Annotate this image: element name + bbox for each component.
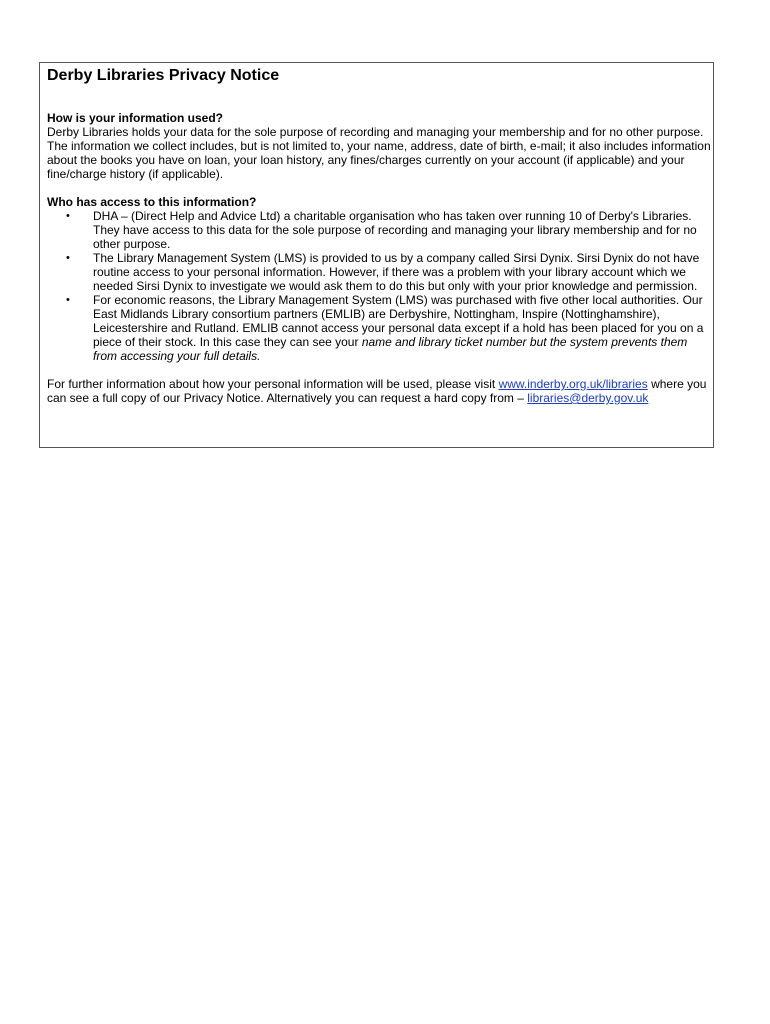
spacer: [47, 363, 713, 377]
list-item: [47, 251, 713, 293]
bullet-text-emlib-italic: name and library ticket number but the system prevents them from accessing your full details.: [93, 335, 688, 363]
footer-paragraph: [47, 377, 713, 405]
spacer: [47, 181, 713, 195]
section-heading-who-has-access: Who has access to this information?: [47, 195, 257, 209]
spacer: [47, 87, 713, 111]
footer-text-before-link: For further information about how your personal information will be used, please visit: [47, 377, 499, 391]
email-link[interactable]: libraries@derby.gov.uk: [527, 391, 649, 405]
section-how-used: [47, 111, 713, 181]
page-title: Derby Libraries Privacy Notice: [47, 67, 280, 84]
section-body-how-used: Derby Libraries holds your data for the sole purpose of recording and managing your membership and for no other purpose. The information we collect includes, but is not limited to, your name, address, date of birth, e-mail; it also includes information about the books you have on loan, your loan history, any fines/charges currently on your account (if applicable) and your fine/charge history (if applicable).: [47, 125, 711, 181]
section-heading-how-used: How is your information used?: [47, 111, 224, 125]
bullet-text-lms: The Library Management System (LMS) is provided to us by a company called Sirsi Dynix. Sirsi Dynix do not have routine access to your personal information. However, if there was a problem with your library account which we needed Sirsi Dynix to investigate we would ask them to do this but only with your prior knowledge and permission.: [93, 251, 700, 293]
list-item: [47, 293, 713, 363]
bullet-text-emlib: For economic reasons, the Library Management System (LMS) was purchased with five other local authorities. Our East Midlands Library consortium partners (EMLIB) are Derbyshire, Nottingham, Inspire (Nottinghamshire), Leicestershire and Rutland. EMLIB cannot access your personal data except if a hold has been placed for you on a piece of their stock. In this case they can see your: [93, 293, 704, 349]
bullet-text-dha: DHA – (Direct Help and Advice Ltd) a charitable organisation who has taken over running 10 of Derby's Libraries. They have access to this data for the sole purpose of recording and managing your library membership and for no other purpose.: [93, 209, 697, 251]
bullet-icon: •: [66, 210, 70, 222]
privacy-notice-box: [39, 62, 714, 448]
section-who-has-access: [47, 195, 713, 363]
website-link[interactable]: www.inderby.org.uk/libraries: [498, 377, 648, 391]
bullet-icon: •: [66, 252, 70, 264]
list-item: [47, 209, 713, 251]
access-bullet-list: [47, 209, 713, 363]
bullet-icon: •: [66, 294, 70, 306]
footer-text-after-link: where you can see a full copy of our Privacy Notice. Alternatively you can request a hard copy from –: [47, 377, 707, 405]
